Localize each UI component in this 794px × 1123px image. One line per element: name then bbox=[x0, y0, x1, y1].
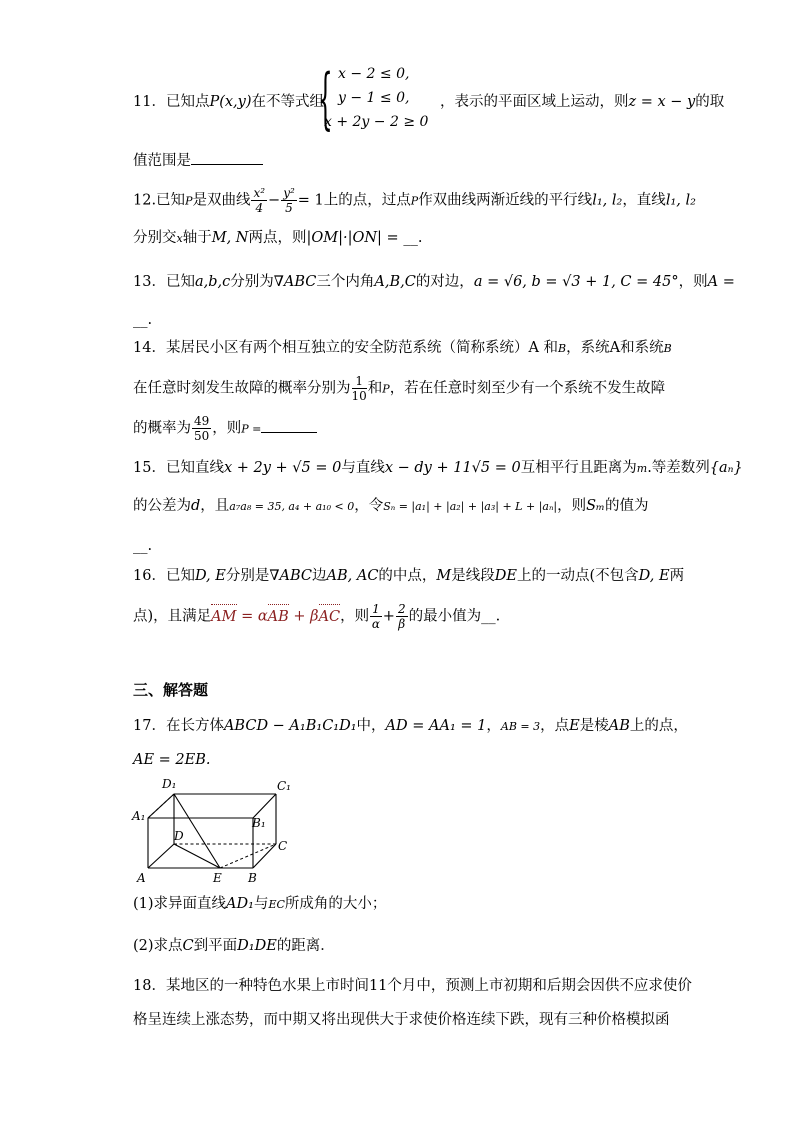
q15-m: m bbox=[636, 462, 648, 475]
q17-cond: AD = AA₁ = 1 bbox=[385, 718, 487, 734]
fraction-num: 1 bbox=[352, 374, 367, 389]
answer-blank[interactable] bbox=[191, 150, 263, 165]
q14-text: 14．某居民小区有两个相互独立的安全防范系统（简称系统）A 和 bbox=[133, 340, 559, 356]
q12-text: 作双曲线两渐近线的平行线 bbox=[418, 192, 593, 209]
q16-text: 的最小值为__. bbox=[408, 608, 501, 625]
q12-text: 12.已知 bbox=[133, 192, 186, 209]
q11-text: 的取 bbox=[695, 94, 725, 110]
q16-seg: DE bbox=[494, 568, 517, 584]
q17-ab: AB bbox=[608, 718, 630, 734]
q13-A: A = bbox=[707, 274, 735, 290]
q15-text: 与直线 bbox=[341, 460, 385, 476]
q15-line-eq: x + 2y + √5 = 0 bbox=[223, 460, 342, 476]
q17-plane: D₁DE bbox=[237, 938, 277, 954]
q12-text: − bbox=[268, 192, 281, 209]
q17-part1 bbox=[133, 894, 694, 915]
q12-text: 轴于 bbox=[182, 230, 212, 246]
q17-c: C bbox=[182, 938, 194, 954]
q15-sn: Sₙ = |a₁| + |a₂| + |a₃| + L + |aₙ| bbox=[383, 500, 558, 513]
fraction-den: 50 bbox=[194, 429, 210, 443]
q15-d: d bbox=[191, 498, 201, 514]
q12-mn: M, N bbox=[211, 230, 249, 246]
q11-line2 bbox=[133, 150, 694, 171]
q14-b: B bbox=[663, 342, 672, 355]
vector-ac: AC bbox=[318, 608, 341, 625]
q12-text: = __. bbox=[381, 230, 423, 246]
q17-box: ABCD − A₁B₁C₁D₁ bbox=[223, 718, 357, 734]
q16-text: 是线段 bbox=[451, 568, 495, 584]
q11-z: z = x − y bbox=[628, 94, 696, 110]
vector-am: AM bbox=[211, 608, 237, 625]
brace-icon: { bbox=[318, 60, 333, 137]
q12-text: 是双曲线 bbox=[192, 192, 251, 209]
q12-text: 分别交 bbox=[133, 230, 177, 246]
q13-text: __. bbox=[133, 312, 153, 328]
q17-e: E bbox=[569, 718, 580, 734]
q16-text: 边 bbox=[312, 568, 327, 584]
label-a: A bbox=[137, 871, 146, 884]
cuboid-figure bbox=[128, 772, 298, 884]
q17-text: (1)求异面直线 bbox=[133, 896, 227, 912]
q15-text: 的公差为 bbox=[133, 498, 191, 514]
q15-sm: Sₘ bbox=[586, 498, 605, 514]
fraction-den: 5 bbox=[285, 201, 293, 215]
q18-line1: 18．某地区的一种特色水果上市时间11个月中，预测上市初期和后期会因供不应求使价 bbox=[133, 978, 692, 994]
q13-angles: A,B,C bbox=[374, 274, 416, 290]
q17-text: ， bbox=[486, 718, 501, 734]
fraction-den: 10 bbox=[351, 389, 367, 403]
label-d1: D₁ bbox=[162, 777, 177, 791]
q14-p: P = bbox=[241, 422, 262, 436]
q15-text: 互相平行且距离为 bbox=[520, 460, 637, 476]
fraction bbox=[192, 414, 211, 443]
q17-text: 是棱 bbox=[579, 718, 609, 734]
q11-point: P(x,y) bbox=[209, 94, 252, 110]
q16-text: 点)，且满足 bbox=[133, 608, 212, 625]
q14-p: P bbox=[382, 382, 390, 396]
q16-de: D, E bbox=[194, 568, 226, 584]
q16-text: ，则 bbox=[340, 608, 370, 625]
q17-text: 的距离． bbox=[276, 938, 335, 954]
fraction-num: x² bbox=[253, 186, 266, 200]
q17-line1 bbox=[133, 716, 694, 737]
q17-line2: AE = 2EB. bbox=[133, 752, 211, 768]
q15-line3 bbox=[133, 536, 694, 556]
q16-text: + β bbox=[288, 608, 319, 625]
q11-ineq2: y − 1 ≤ 0, bbox=[338, 90, 410, 106]
label-b: B bbox=[248, 871, 257, 884]
q11-line1b bbox=[440, 92, 725, 112]
q17-text: 中， bbox=[356, 718, 386, 734]
label-c1: C₁ bbox=[277, 779, 291, 793]
q14-text: ，若在任意时刻至少有一个系统不发生故障 bbox=[389, 380, 666, 397]
q13-text: ，则 bbox=[678, 274, 708, 290]
q11-inequality-system bbox=[318, 60, 429, 137]
q12-text: ，直线 bbox=[622, 192, 666, 209]
q13-line2 bbox=[133, 310, 694, 330]
q13-text: 13．已知 bbox=[133, 274, 195, 290]
q13-triangle: ∇ABC bbox=[273, 274, 317, 290]
q17-part2 bbox=[133, 936, 694, 956]
q11-text: 在不等式组 bbox=[251, 94, 325, 110]
q12-p: P bbox=[410, 194, 419, 208]
q16-text: 上的一动点(不包含 bbox=[517, 568, 639, 584]
q15-text: .等差数列 bbox=[647, 460, 710, 476]
label-c: C bbox=[278, 839, 288, 853]
fraction bbox=[352, 374, 367, 403]
label-b1: B₁ bbox=[252, 816, 266, 830]
q14-text: 的概率为 bbox=[133, 420, 191, 437]
q15-line1 bbox=[133, 458, 743, 479]
fraction-num: 1 bbox=[372, 602, 380, 616]
q17-text: 所成角的大小； bbox=[284, 896, 387, 912]
q16-sides: AB, AC bbox=[326, 568, 379, 584]
q14-text: ，系统A和系统 bbox=[566, 340, 664, 356]
q18-line2: 格呈连续上涨态势，而中期又将出现供大于求使价格连续下跌，现有三种价格模拟函 bbox=[133, 1012, 670, 1028]
q16-text: + bbox=[382, 608, 395, 625]
q16-text: 两 bbox=[669, 568, 685, 584]
edge bbox=[148, 844, 174, 868]
q11-ineq1: x − 2 ≤ 0, bbox=[338, 66, 410, 82]
q12-lines: l₁, l₂ bbox=[665, 192, 696, 209]
q14-text: 和 bbox=[367, 380, 383, 397]
q14-text: 在任意时刻发生故障的概率分别为 bbox=[133, 380, 351, 397]
q16-text: 的中点， bbox=[378, 568, 437, 584]
q17-cond: AB = 3 bbox=[500, 720, 541, 733]
q14-text: ，则 bbox=[212, 420, 242, 437]
q12-lines: l₁, l₂ bbox=[592, 192, 623, 209]
fraction-den: β bbox=[398, 617, 406, 631]
q16-m: M bbox=[436, 568, 452, 584]
q14-line2 bbox=[133, 374, 694, 403]
q13-cond: a = √6, b = √3 + 1, C = 45° bbox=[473, 274, 679, 290]
q16-line2 bbox=[133, 602, 694, 631]
q12-p: P bbox=[185, 194, 193, 208]
label-d: D bbox=[174, 829, 184, 843]
answer-blank[interactable] bbox=[261, 418, 317, 433]
q15-line-eq: x − dy + 11√5 = 0 bbox=[384, 460, 521, 476]
q15-text: ，则 bbox=[557, 498, 587, 514]
q15-text: 15．已知直线 bbox=[133, 460, 224, 476]
q16-text: 分别是 bbox=[225, 568, 270, 584]
q14-line1 bbox=[133, 338, 694, 359]
q12-line1 bbox=[133, 186, 694, 215]
fraction bbox=[370, 602, 382, 631]
hidden-edge bbox=[220, 844, 276, 868]
edge bbox=[253, 844, 276, 868]
q16-line1 bbox=[133, 566, 694, 586]
q15-text: ，且 bbox=[200, 498, 230, 514]
q17-ad1: AD₁ bbox=[226, 896, 254, 912]
q13-text: 三个内角 bbox=[316, 274, 375, 290]
q15-seq: {aₙ} bbox=[709, 460, 743, 476]
q17-text: 上的点， bbox=[629, 718, 688, 734]
q17-ec: EC bbox=[268, 898, 285, 911]
q17-text: 17．在长方体 bbox=[133, 718, 224, 734]
q11-text: ，表示的平面区域上运动，则 bbox=[440, 94, 629, 110]
q12-line2 bbox=[133, 228, 694, 249]
q17-text: 到平面 bbox=[193, 938, 238, 954]
q17-text: (2)求点 bbox=[133, 938, 183, 954]
fraction-num: y² bbox=[283, 186, 295, 200]
q12-x: x bbox=[176, 232, 183, 245]
q15-text: 的值为 bbox=[604, 498, 649, 514]
q13-text: 的对边， bbox=[415, 274, 474, 290]
q16-de: D, E bbox=[638, 568, 670, 584]
q11-ineq3: x + 2y − 2 ≥ 0 bbox=[324, 114, 429, 130]
q17-text: ，点 bbox=[540, 718, 570, 734]
section-heading: 三、解答题 bbox=[133, 681, 209, 699]
q13-abc: a,b,c bbox=[194, 274, 231, 290]
vector-ab: AB bbox=[267, 608, 289, 625]
fraction bbox=[396, 602, 408, 631]
fraction-den: α bbox=[371, 617, 381, 631]
q13-line1 bbox=[133, 272, 735, 292]
q11-text: 值范围是 bbox=[133, 153, 191, 169]
q15-line2 bbox=[133, 496, 694, 517]
q15-text: ，令 bbox=[354, 498, 384, 514]
fraction-num: 2 bbox=[397, 602, 406, 616]
fraction bbox=[251, 186, 267, 215]
q12-expr: |OM|·|ON| bbox=[306, 230, 382, 246]
q12-text: 两点，则 bbox=[248, 230, 307, 246]
q14-b: B bbox=[558, 342, 567, 355]
q15-text: __. bbox=[133, 538, 153, 554]
edge bbox=[253, 794, 276, 818]
fraction-den: 4 bbox=[255, 201, 264, 215]
q12-text: = 1上的点，过点 bbox=[297, 192, 411, 209]
label-a1: A₁ bbox=[132, 809, 146, 823]
q17-text: 与 bbox=[253, 896, 269, 912]
q11-text: 11．已知点 bbox=[133, 94, 210, 110]
fraction-num: 49 bbox=[194, 414, 210, 428]
label-e: E bbox=[213, 871, 222, 884]
q16-text: 16．已知 bbox=[133, 568, 195, 584]
q16-triangle: ∇ABC bbox=[269, 568, 312, 584]
q16-text: = α bbox=[236, 608, 268, 625]
q13-text: 分别为 bbox=[230, 274, 274, 290]
q15-cond: a₇a₈ = 35, a₄ + a₁₀ < 0 bbox=[229, 500, 355, 513]
fraction bbox=[281, 186, 297, 215]
q14-line3 bbox=[133, 414, 694, 443]
